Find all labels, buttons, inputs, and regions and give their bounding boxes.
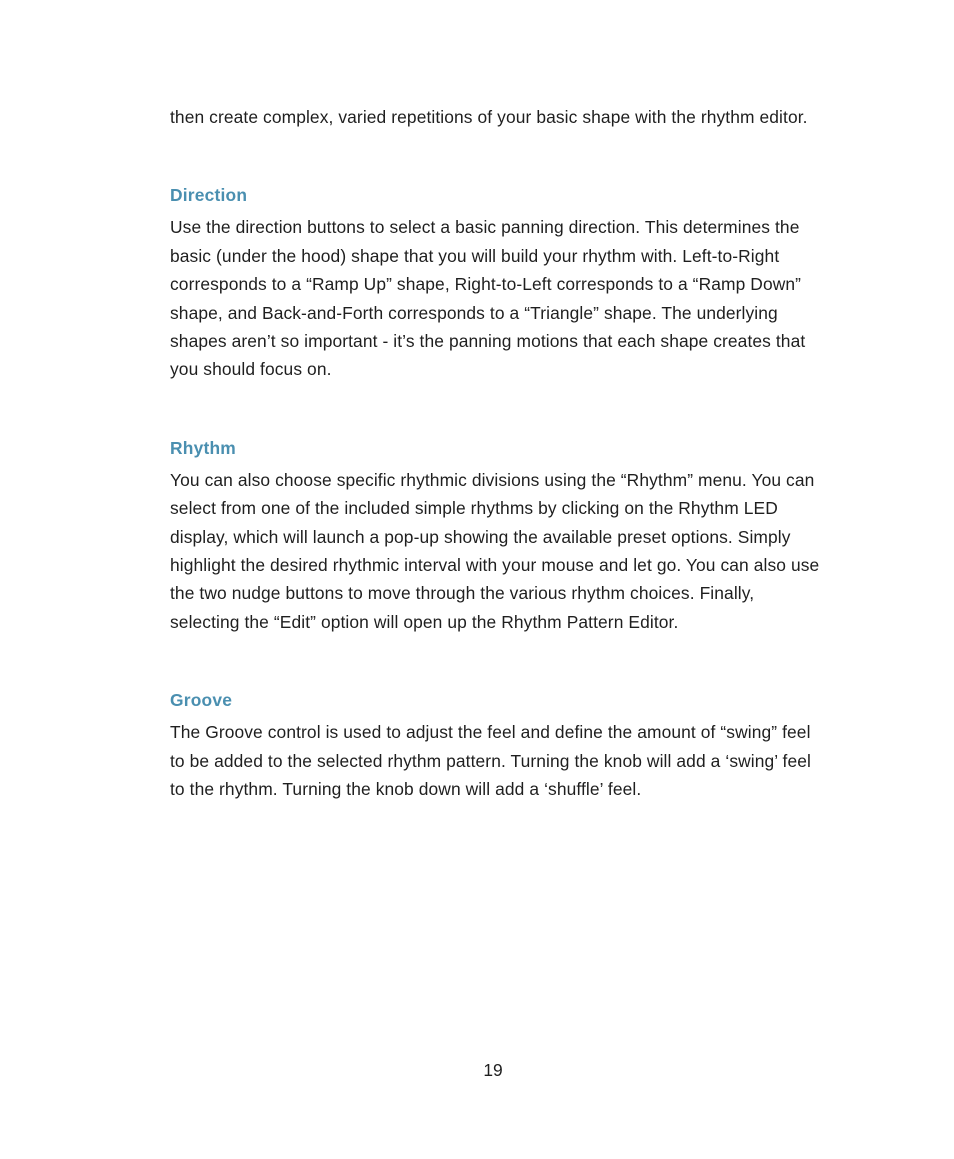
section-heading: Rhythm: [170, 437, 236, 458]
section-body: The Groove control is used to adjust the feel and define the amount of “swing” feel to be added to the selected rhythm pattern. Turning the knob will add a ‘swing’ feel to the rhythm. Turning the knob down will add a ‘shuffle’ feel.: [170, 722, 811, 800]
page-number: 19: [483, 1060, 503, 1080]
section-direction: [170, 181, 822, 383]
section-rhythm: [170, 434, 822, 636]
section-heading: Groove: [170, 690, 233, 711]
section-groove: [170, 686, 822, 803]
section-heading: Direction: [170, 185, 248, 206]
section-body: You can also choose specific rhythmic divisions using the “Rhythm” menu. You can select from one of the included simple rhythms by clicking on the Rhythm LED display, which will launch a pop-up showing the available preset options. Simply highlight the desired rhythmic interval with your mouse and let go. You can also use the two nudge buttons to move through the various rhythm choices. Finally, selecting the “Edit” option will open up the Rhythm Pattern Editor.: [170, 469, 820, 632]
section-body: Use the direction buttons to select a basic panning direction. This determines the basic (under the hood) shape that you will build your rhythm with. Left-to-Right corresponds to a “Ramp Up” shape, Right-to-Left corresponds to a “Ramp Down” shape, and Back-and-Forth corresponds to a “Triangle” shape. The underlying shapes aren’t so important - it’s the panning motions that each shape creates that you should focus on.: [170, 217, 806, 380]
intro-paragraph: then create complex, varied repetitions of your basic shape with the rhythm editor.: [170, 107, 808, 127]
document-page: [170, 103, 822, 854]
